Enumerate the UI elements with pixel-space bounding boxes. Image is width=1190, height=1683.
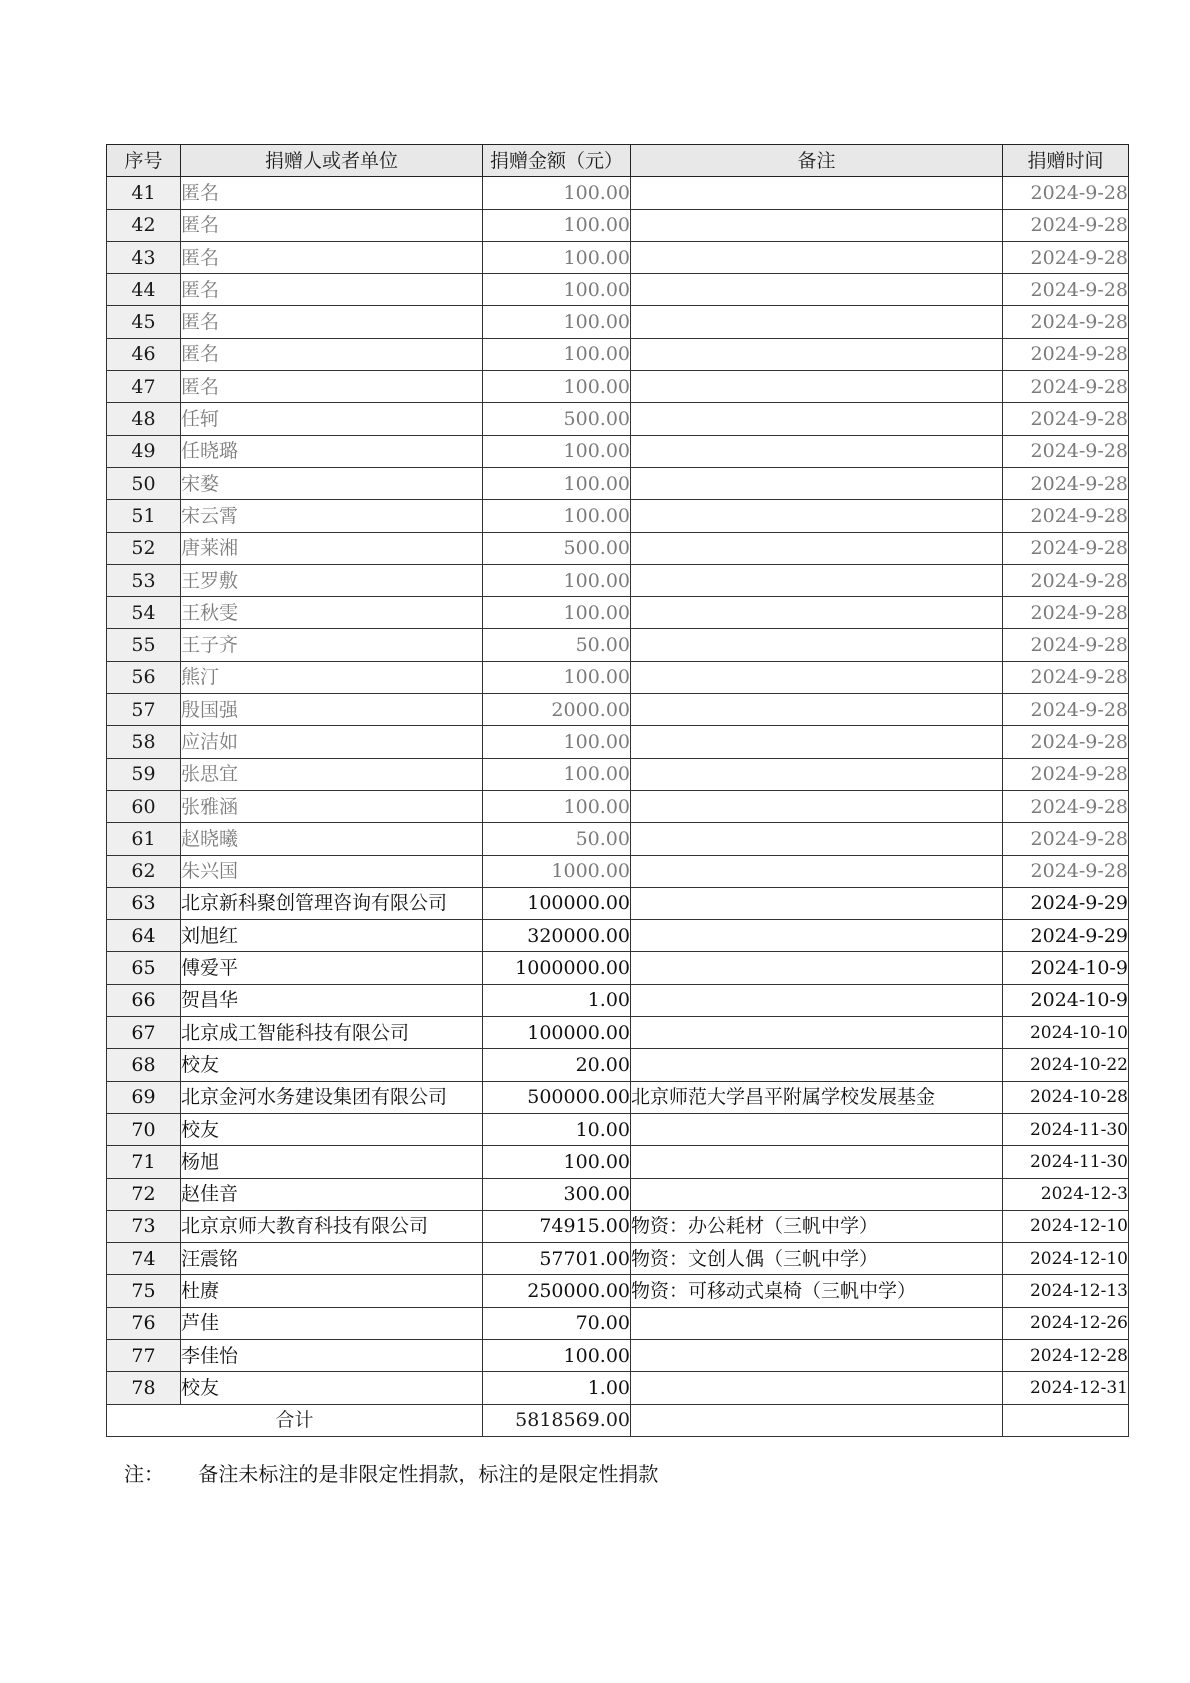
donation-note bbox=[631, 790, 1003, 822]
table-row bbox=[107, 1113, 1129, 1145]
donation-date: 2024-9-28 bbox=[1003, 371, 1129, 403]
donation-amount: 250000.00 bbox=[483, 1275, 631, 1307]
header-note: 备注 bbox=[631, 145, 1003, 177]
donor-name: 匿名 bbox=[181, 274, 483, 306]
donation-date: 2024-9-28 bbox=[1003, 177, 1129, 209]
donation-note bbox=[631, 597, 1003, 629]
row-number: 51 bbox=[107, 500, 181, 532]
row-number: 54 bbox=[107, 597, 181, 629]
table-row bbox=[107, 338, 1129, 370]
row-number: 41 bbox=[107, 177, 181, 209]
row-number: 46 bbox=[107, 338, 181, 370]
donation-amount: 100.00 bbox=[483, 177, 631, 209]
row-number: 76 bbox=[107, 1307, 181, 1339]
table-row bbox=[107, 1178, 1129, 1210]
donor-name: 贺昌华 bbox=[181, 984, 483, 1016]
donation-note bbox=[631, 241, 1003, 273]
donor-name: 匿名 bbox=[181, 338, 483, 370]
donation-date: 2024-9-28 bbox=[1003, 597, 1129, 629]
donation-amount: 100.00 bbox=[483, 338, 631, 370]
table-row bbox=[107, 371, 1129, 403]
donation-amount: 74915.00 bbox=[483, 1210, 631, 1242]
header-no: 序号 bbox=[107, 145, 181, 177]
row-number: 59 bbox=[107, 758, 181, 790]
donation-date: 2024-9-29 bbox=[1003, 920, 1129, 952]
donation-date: 2024-9-28 bbox=[1003, 758, 1129, 790]
donation-amount: 100.00 bbox=[483, 435, 631, 467]
donation-note bbox=[631, 1113, 1003, 1145]
donor-name: 王子齐 bbox=[181, 629, 483, 661]
table-row bbox=[107, 1081, 1129, 1113]
donor-name: 北京成工智能科技有限公司 bbox=[181, 1017, 483, 1049]
donation-date: 2024-10-9 bbox=[1003, 952, 1129, 984]
table-row bbox=[107, 241, 1129, 273]
donation-note bbox=[631, 500, 1003, 532]
donation-date: 2024-9-28 bbox=[1003, 241, 1129, 273]
donation-amount: 50.00 bbox=[483, 823, 631, 855]
donation-note bbox=[631, 887, 1003, 919]
table-row bbox=[107, 1017, 1129, 1049]
donation-amount: 10.00 bbox=[483, 1113, 631, 1145]
table-row bbox=[107, 1049, 1129, 1081]
donation-amount: 1.00 bbox=[483, 1372, 631, 1404]
row-number: 70 bbox=[107, 1113, 181, 1145]
donation-date: 2024-10-10 bbox=[1003, 1017, 1129, 1049]
donation-date: 2024-9-28 bbox=[1003, 726, 1129, 758]
table-row bbox=[107, 726, 1129, 758]
donation-date: 2024-12-28 bbox=[1003, 1339, 1129, 1371]
table-row bbox=[107, 209, 1129, 241]
donation-note bbox=[631, 629, 1003, 661]
donor-name: 匿名 bbox=[181, 209, 483, 241]
donation-date: 2024-9-28 bbox=[1003, 306, 1129, 338]
donation-note bbox=[631, 661, 1003, 693]
row-number: 55 bbox=[107, 629, 181, 661]
table-row bbox=[107, 694, 1129, 726]
row-number: 77 bbox=[107, 1339, 181, 1371]
header-donor: 捐赠人或者单位 bbox=[181, 145, 483, 177]
donor-name: 杜赓 bbox=[181, 1275, 483, 1307]
donor-name: 校友 bbox=[181, 1372, 483, 1404]
donor-name: 张雅涵 bbox=[181, 790, 483, 822]
table-row bbox=[107, 500, 1129, 532]
donation-note bbox=[631, 758, 1003, 790]
table-row bbox=[107, 274, 1129, 306]
row-number: 61 bbox=[107, 823, 181, 855]
donation-amount: 500.00 bbox=[483, 403, 631, 435]
donor-name: 傅爱平 bbox=[181, 952, 483, 984]
donation-note bbox=[631, 920, 1003, 952]
donation-note bbox=[631, 371, 1003, 403]
donation-date: 2024-9-28 bbox=[1003, 338, 1129, 370]
row-number: 69 bbox=[107, 1081, 181, 1113]
row-number: 71 bbox=[107, 1146, 181, 1178]
donation-date: 2024-11-30 bbox=[1003, 1113, 1129, 1145]
table-row bbox=[107, 887, 1129, 919]
donor-name: 张思宜 bbox=[181, 758, 483, 790]
row-number: 78 bbox=[107, 1372, 181, 1404]
footnote-text: 备注未标注的是非限定性捐款，标注的是限定性捐款 bbox=[198, 1462, 659, 1486]
donor-name: 朱兴国 bbox=[181, 855, 483, 887]
total-date-cell bbox=[1003, 1404, 1129, 1436]
donation-amount: 1.00 bbox=[483, 984, 631, 1016]
row-number: 48 bbox=[107, 403, 181, 435]
donor-name: 宋婺 bbox=[181, 467, 483, 499]
donation-note bbox=[631, 177, 1003, 209]
donation-amount: 100.00 bbox=[483, 726, 631, 758]
donor-name: 李佳怡 bbox=[181, 1339, 483, 1371]
donation-note bbox=[631, 564, 1003, 596]
footnote-label: 注： bbox=[124, 1462, 164, 1486]
donation-date: 2024-10-28 bbox=[1003, 1081, 1129, 1113]
donation-amount: 1000.00 bbox=[483, 855, 631, 887]
donation-note: 物资：可移动式桌椅（三帆中学） bbox=[631, 1275, 1003, 1307]
total-label: 合计 bbox=[107, 1404, 483, 1436]
donor-name: 北京新科聚创管理咨询有限公司 bbox=[181, 887, 483, 919]
row-number: 56 bbox=[107, 661, 181, 693]
donation-amount: 100.00 bbox=[483, 661, 631, 693]
table-row bbox=[107, 1210, 1129, 1242]
row-number: 42 bbox=[107, 209, 181, 241]
donation-amount: 100.00 bbox=[483, 758, 631, 790]
donation-date: 2024-12-26 bbox=[1003, 1307, 1129, 1339]
table-row bbox=[107, 1307, 1129, 1339]
donation-note bbox=[631, 435, 1003, 467]
donation-note bbox=[631, 1049, 1003, 1081]
donor-name: 芦佳 bbox=[181, 1307, 483, 1339]
row-number: 64 bbox=[107, 920, 181, 952]
donation-amount: 100.00 bbox=[483, 597, 631, 629]
table-row bbox=[107, 823, 1129, 855]
row-number: 52 bbox=[107, 532, 181, 564]
donation-amount: 100.00 bbox=[483, 564, 631, 596]
donor-name: 任轲 bbox=[181, 403, 483, 435]
table-row bbox=[107, 403, 1129, 435]
total-row bbox=[107, 1404, 1129, 1436]
donation-date: 2024-12-10 bbox=[1003, 1210, 1129, 1242]
row-number: 62 bbox=[107, 855, 181, 887]
row-number: 60 bbox=[107, 790, 181, 822]
donation-note bbox=[631, 1178, 1003, 1210]
donor-name: 匿名 bbox=[181, 371, 483, 403]
donation-amount: 100000.00 bbox=[483, 1017, 631, 1049]
donor-name: 杨旭 bbox=[181, 1146, 483, 1178]
donation-date: 2024-10-22 bbox=[1003, 1049, 1129, 1081]
donation-date: 2024-9-28 bbox=[1003, 274, 1129, 306]
row-number: 63 bbox=[107, 887, 181, 919]
donation-note bbox=[631, 984, 1003, 1016]
donation-date: 2024-11-30 bbox=[1003, 1146, 1129, 1178]
total-note-cell bbox=[631, 1404, 1003, 1436]
donation-amount: 100.00 bbox=[483, 371, 631, 403]
donor-name: 赵晓曦 bbox=[181, 823, 483, 855]
table-row bbox=[107, 1146, 1129, 1178]
donation-date: 2024-9-28 bbox=[1003, 500, 1129, 532]
donor-name: 赵佳音 bbox=[181, 1178, 483, 1210]
row-number: 53 bbox=[107, 564, 181, 596]
donation-table bbox=[106, 144, 1129, 1437]
donation-note bbox=[631, 1307, 1003, 1339]
total-amount: 5818569.00 bbox=[483, 1404, 631, 1436]
row-number: 75 bbox=[107, 1275, 181, 1307]
row-number: 44 bbox=[107, 274, 181, 306]
donation-date: 2024-9-28 bbox=[1003, 467, 1129, 499]
donation-note bbox=[631, 403, 1003, 435]
donation-date: 2024-9-28 bbox=[1003, 403, 1129, 435]
donor-name: 北京金河水务建设集团有限公司 bbox=[181, 1081, 483, 1113]
donation-date: 2024-9-28 bbox=[1003, 564, 1129, 596]
donation-amount: 100.00 bbox=[483, 274, 631, 306]
donor-name: 北京京师大教育科技有限公司 bbox=[181, 1210, 483, 1242]
donation-date: 2024-9-28 bbox=[1003, 629, 1129, 661]
donor-name: 唐莱湘 bbox=[181, 532, 483, 564]
donation-note bbox=[631, 726, 1003, 758]
donation-date: 2024-9-29 bbox=[1003, 887, 1129, 919]
donation-date: 2024-9-28 bbox=[1003, 209, 1129, 241]
donation-note bbox=[631, 209, 1003, 241]
row-number: 43 bbox=[107, 241, 181, 273]
donation-date: 2024-9-28 bbox=[1003, 661, 1129, 693]
header-amount: 捐赠金额（元） bbox=[483, 145, 631, 177]
donation-note bbox=[631, 1017, 1003, 1049]
donation-date: 2024-12-31 bbox=[1003, 1372, 1129, 1404]
donation-amount: 100.00 bbox=[483, 467, 631, 499]
donation-note bbox=[631, 274, 1003, 306]
donation-amount: 300.00 bbox=[483, 1178, 631, 1210]
donation-amount: 100.00 bbox=[483, 1146, 631, 1178]
row-number: 68 bbox=[107, 1049, 181, 1081]
footnote bbox=[124, 1458, 658, 1487]
donation-amount: 100.00 bbox=[483, 209, 631, 241]
row-number: 74 bbox=[107, 1243, 181, 1275]
donation-date: 2024-9-28 bbox=[1003, 790, 1129, 822]
table-body bbox=[107, 177, 1129, 1404]
donation-date: 2024-9-28 bbox=[1003, 694, 1129, 726]
row-number: 66 bbox=[107, 984, 181, 1016]
row-number: 47 bbox=[107, 371, 181, 403]
donation-amount: 100.00 bbox=[483, 241, 631, 273]
table-row bbox=[107, 661, 1129, 693]
donation-amount: 100.00 bbox=[483, 306, 631, 338]
donation-amount: 2000.00 bbox=[483, 694, 631, 726]
donation-amount: 50.00 bbox=[483, 629, 631, 661]
donation-amount: 320000.00 bbox=[483, 920, 631, 952]
table-row bbox=[107, 952, 1129, 984]
table-row bbox=[107, 758, 1129, 790]
donation-amount: 70.00 bbox=[483, 1307, 631, 1339]
table-row bbox=[107, 532, 1129, 564]
donation-amount: 500.00 bbox=[483, 532, 631, 564]
donation-date: 2024-12-3 bbox=[1003, 1178, 1129, 1210]
donation-note bbox=[631, 306, 1003, 338]
table-row bbox=[107, 467, 1129, 499]
donation-note bbox=[631, 467, 1003, 499]
table-row bbox=[107, 597, 1129, 629]
donation-note bbox=[631, 694, 1003, 726]
donation-note: 北京师范大学昌平附属学校发展基金 bbox=[631, 1081, 1003, 1113]
donation-note bbox=[631, 338, 1003, 370]
row-number: 72 bbox=[107, 1178, 181, 1210]
donation-date: 2024-9-28 bbox=[1003, 532, 1129, 564]
row-number: 49 bbox=[107, 435, 181, 467]
donation-amount: 500000.00 bbox=[483, 1081, 631, 1113]
row-number: 57 bbox=[107, 694, 181, 726]
donor-name: 殷国强 bbox=[181, 694, 483, 726]
donor-name: 任晓璐 bbox=[181, 435, 483, 467]
donation-note: 物资：文创人偶（三帆中学） bbox=[631, 1243, 1003, 1275]
donor-name: 匿名 bbox=[181, 177, 483, 209]
donor-name: 匿名 bbox=[181, 241, 483, 273]
donor-name: 匿名 bbox=[181, 306, 483, 338]
donor-name: 校友 bbox=[181, 1113, 483, 1145]
donation-amount: 100.00 bbox=[483, 500, 631, 532]
table-row bbox=[107, 790, 1129, 822]
donation-note bbox=[631, 1146, 1003, 1178]
table-row bbox=[107, 855, 1129, 887]
table-row bbox=[107, 629, 1129, 661]
donor-name: 应洁如 bbox=[181, 726, 483, 758]
donation-note: 物资：办公耗材（三帆中学） bbox=[631, 1210, 1003, 1242]
donation-amount: 57701.00 bbox=[483, 1243, 631, 1275]
table-row bbox=[107, 435, 1129, 467]
donation-note bbox=[631, 952, 1003, 984]
donation-note bbox=[631, 823, 1003, 855]
row-number: 67 bbox=[107, 1017, 181, 1049]
donation-date: 2024-9-28 bbox=[1003, 435, 1129, 467]
donor-name: 熊汀 bbox=[181, 661, 483, 693]
donor-name: 汪震铭 bbox=[181, 1243, 483, 1275]
table-row bbox=[107, 1275, 1129, 1307]
table-row bbox=[107, 564, 1129, 596]
donor-name: 校友 bbox=[181, 1049, 483, 1081]
donation-amount: 100.00 bbox=[483, 790, 631, 822]
row-number: 45 bbox=[107, 306, 181, 338]
row-number: 73 bbox=[107, 1210, 181, 1242]
header-date: 捐赠时间 bbox=[1003, 145, 1129, 177]
donation-date: 2024-9-28 bbox=[1003, 823, 1129, 855]
table-row bbox=[107, 920, 1129, 952]
donor-name: 刘旭红 bbox=[181, 920, 483, 952]
table-header-row bbox=[107, 145, 1129, 177]
donation-note bbox=[631, 1339, 1003, 1371]
donation-date: 2024-12-10 bbox=[1003, 1243, 1129, 1275]
donor-name: 王秋雯 bbox=[181, 597, 483, 629]
table-row bbox=[107, 1372, 1129, 1404]
donation-amount: 100000.00 bbox=[483, 887, 631, 919]
donation-note bbox=[631, 1372, 1003, 1404]
donation-date: 2024-10-9 bbox=[1003, 984, 1129, 1016]
donor-name: 宋云霄 bbox=[181, 500, 483, 532]
donation-note bbox=[631, 532, 1003, 564]
donation-amount: 1000000.00 bbox=[483, 952, 631, 984]
table-row bbox=[107, 1243, 1129, 1275]
table-row bbox=[107, 1339, 1129, 1371]
donation-date: 2024-9-28 bbox=[1003, 855, 1129, 887]
row-number: 58 bbox=[107, 726, 181, 758]
table-row bbox=[107, 177, 1129, 209]
donation-note bbox=[631, 855, 1003, 887]
row-number: 50 bbox=[107, 467, 181, 499]
donor-name: 王罗敷 bbox=[181, 564, 483, 596]
row-number: 65 bbox=[107, 952, 181, 984]
donation-date: 2024-12-13 bbox=[1003, 1275, 1129, 1307]
table-row bbox=[107, 306, 1129, 338]
donation-amount: 20.00 bbox=[483, 1049, 631, 1081]
donation-amount: 100.00 bbox=[483, 1339, 631, 1371]
table-row bbox=[107, 984, 1129, 1016]
